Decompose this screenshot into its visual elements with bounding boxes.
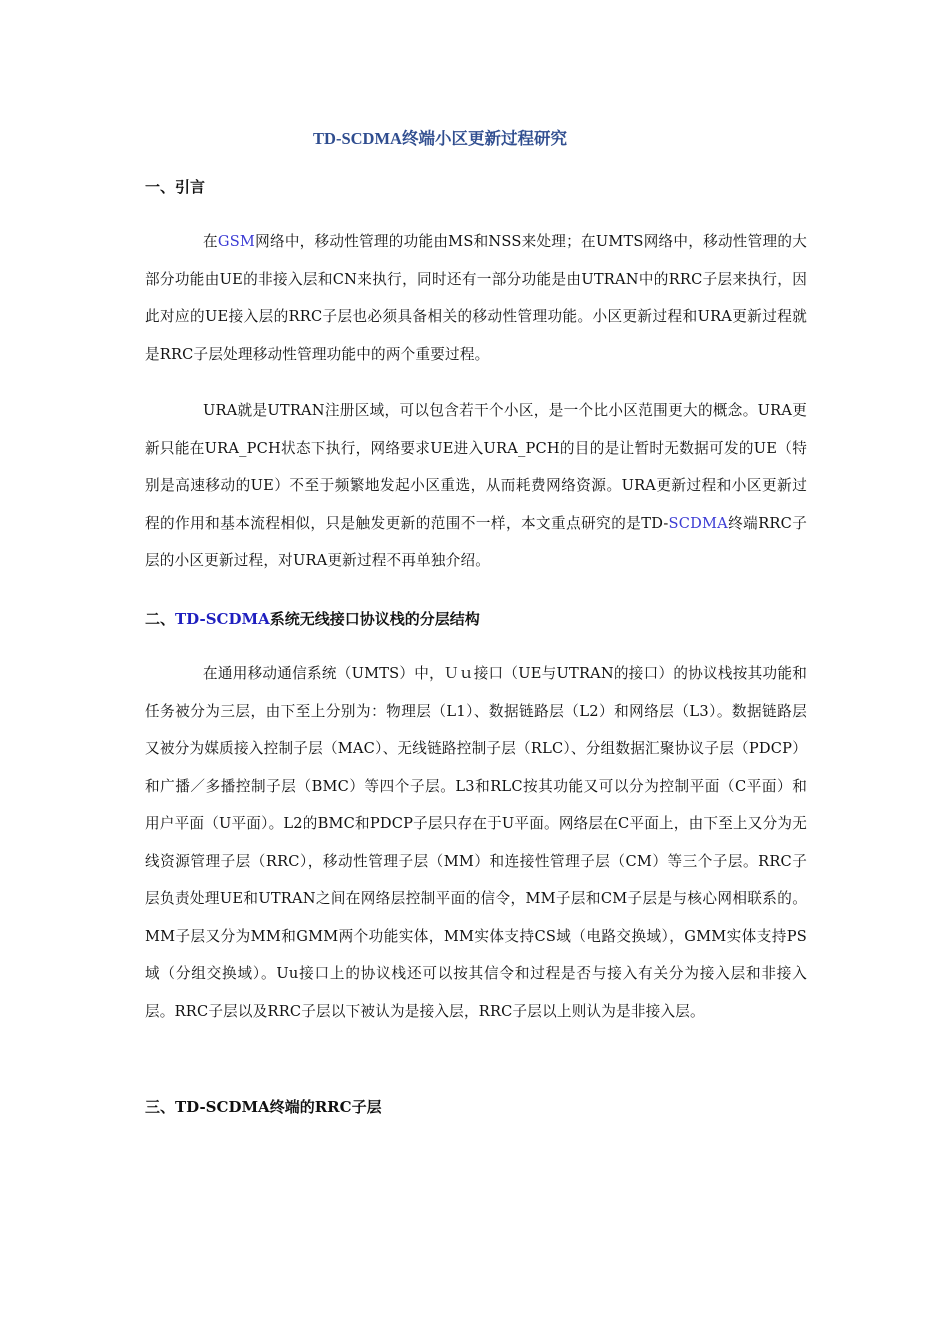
scdma-link[interactable]: SCDMA <box>668 514 728 532</box>
intro-paragraph-2-post: 终端RRC子层的小区更新过程，对URA更新过程不再单独介绍。 <box>145 514 807 569</box>
intro-paragraph-2-pre: URA就是UTRAN注册区域，可以包含若干个小区，是一个比小区范围更大的概念。URA更新只能在URA_PCH状态下执行，网络要求UE进入URA_PCH的目的是让暂时无数据可发的UE（特别是高速移动的UE）不至于频繁地发起小区重选，从而耗费网络资源。URA更新过程和小区更新过程的作用和基本流程相似，只是触发更新的范围不一样，本文重点研究的是TD- <box>145 402 807 532</box>
intro-paragraph-1-pre: 在 <box>203 233 218 250</box>
gsm-link[interactable]: GSM <box>217 233 256 250</box>
protocol-stack-paragraph: 在通用移动通信系统（UMTS）中，Ｕｕ接口（UE与UTRAN的接口）的协议栈按其功能和任务被分为三层，由下至上分别为：物理层（L1）、数据链路层（L2）和网络层（L3）。数据链路层又被分为媒质接入控制子层（MAC）、无线链路控制子层（RLC）、分组数据汇聚协议子层（PDCP）和广播／多播控制子层（BMC）等四个子层。L3和RLC按其功能又可以分为控制平面（C平面）和用户平面（U平面）。L2的BMC和PDCP子层只存在于U平面。网络层在C平面上，由下至上又分为无线资源管理子层（RRC），移动性管理子层（MM）和连接性管理子层（CM）等三个子层。RRC子层负责处理UE和UTRAN之间在网络层控制平面的信令，MM子层和CM子层是与核心网相联系的。MM子层又分为MM和GMM两个功能实体，MM实体支持CS域（电路交换域），GMM实体支持PS域（分组交换域）。Uu接口上的协议栈还可以按其信令和过程是否与接入有关分为接入层和非接入层。RRC子层以及RRC子层以下被认为是接入层，RRC子层以上则认为是非接入层。 <box>145 665 807 1020</box>
document-title: TD-SCDMA终端小区更新过程研究 <box>313 129 567 148</box>
intro-paragraph-1 <box>145 223 807 373</box>
section-heading-intro: 一、引言 <box>145 178 206 196</box>
intro-paragraph-2 <box>145 392 807 580</box>
section-heading-protocol-stack <box>145 608 480 629</box>
section-heading-protocol-stack-pre: 二、 <box>145 610 176 628</box>
section-heading-rrc-sublayer: 三、TD-SCDMA终端的RRC子层 <box>145 1098 382 1116</box>
intro-paragraph-1-post: 网络中，移动性管理的功能由MS和NSS来处理；在UMTS网络中，移动性管理的大部分功能由UE的非接入层和CN来执行，同时还有一部分功能是由UTRAN中的RRC子层来执行，因此对应的UE接入层的RRC子层也必须具备相关的移动性管理功能。小区更新过程和URA更新过程就是RRC子层处理移动性管理功能中的两个重要过程。 <box>145 233 807 363</box>
td-scdma-heading-link[interactable]: TD-SCDMA <box>175 610 270 628</box>
section-heading-protocol-stack-post: 系统无线接口协议栈的分层结构 <box>269 610 480 628</box>
